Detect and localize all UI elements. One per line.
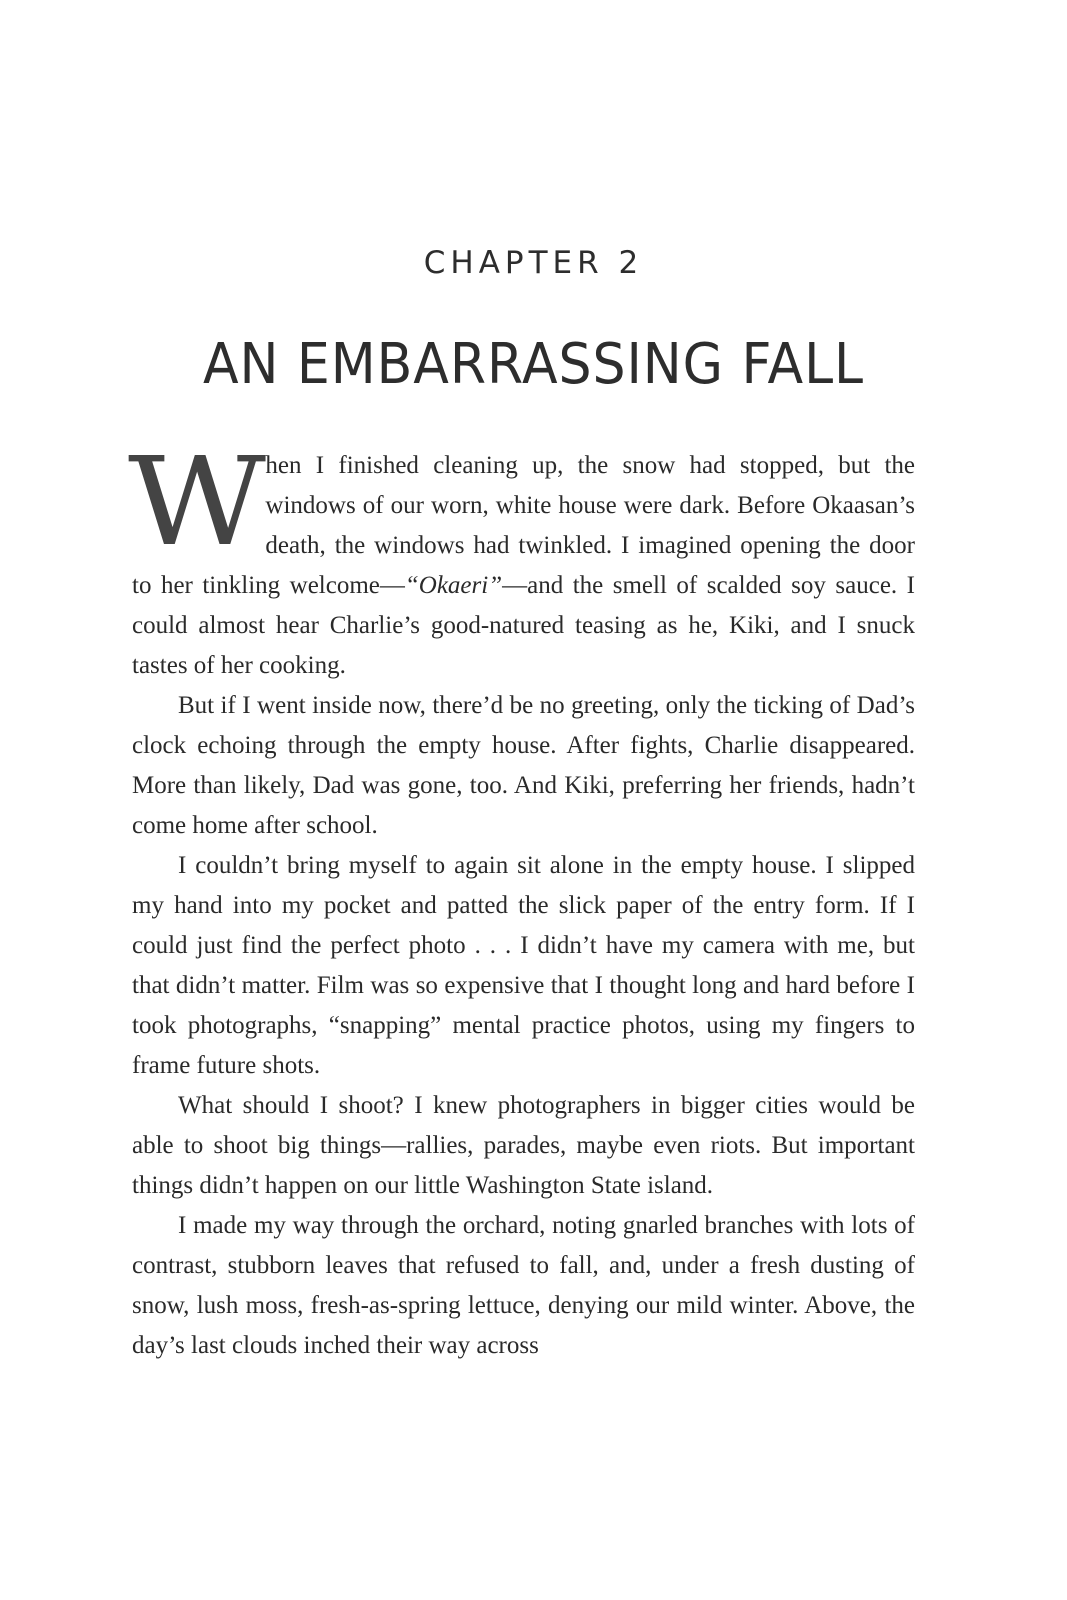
paragraph-1-text: hen I finished cleaning up, the snow had stopped, but the windows of our worn, white house were dark. Before Okaasan’s death, the windows had twinkled. I imagined opening the door to her tinkling welcome— (132, 452, 915, 599)
paragraph-5: I made my way through the orchard, noting gnarled branches with lots of contrast, stubborn leaves that refused to fall, and, under a fresh dusting of snow, lush moss, fresh-as-spring lettuce, denying our mild winter. Above, the day’s last clouds inched their way across (132, 1212, 915, 1359)
chapter-body (128, 431, 915, 1366)
paragraph-1 (128, 431, 915, 686)
paragraph-4: What should I shoot? I knew photographers in bigger cities would be able to shoot big things—rallies, parades, maybe even riots. But important things didn’t happen on our little Washington State island. (132, 1092, 915, 1199)
drop-cap: W (128, 431, 266, 573)
chapter-title: AN EMBARRASSING FALL (202, 332, 864, 397)
okaeri-italic: “Okaeri” (404, 572, 503, 599)
paragraph-2: But if I went inside now, there’d be no greeting, only the ticking of Dad’s clock echoing through the empty house. After fights, Charlie disappeared. More than likely, Dad was gone, too. And Kiki, preferring her friends, hadn’t come home after school. (132, 692, 915, 839)
paragraph-1-text-end: —and the smell of scalded soy sauce. I could almost hear Charlie’s good-natured teasing as he, Kiki, and I snuck tastes of her cooking. (132, 572, 915, 679)
chapter-number: CHAPTER 2 (423, 245, 644, 281)
paragraph-3: I couldn’t bring myself to again sit alone in the empty house. I slipped my hand into my pocket and patted the slick paper of the entry form. If I could just find the perfect photo . . . I didn’t have my camera with me, but that didn’t matter. Film was so expensive that I thought long and hard before I took photographs, “snapping” mental practice photos, using my fingers to frame future shots. (132, 852, 915, 1079)
